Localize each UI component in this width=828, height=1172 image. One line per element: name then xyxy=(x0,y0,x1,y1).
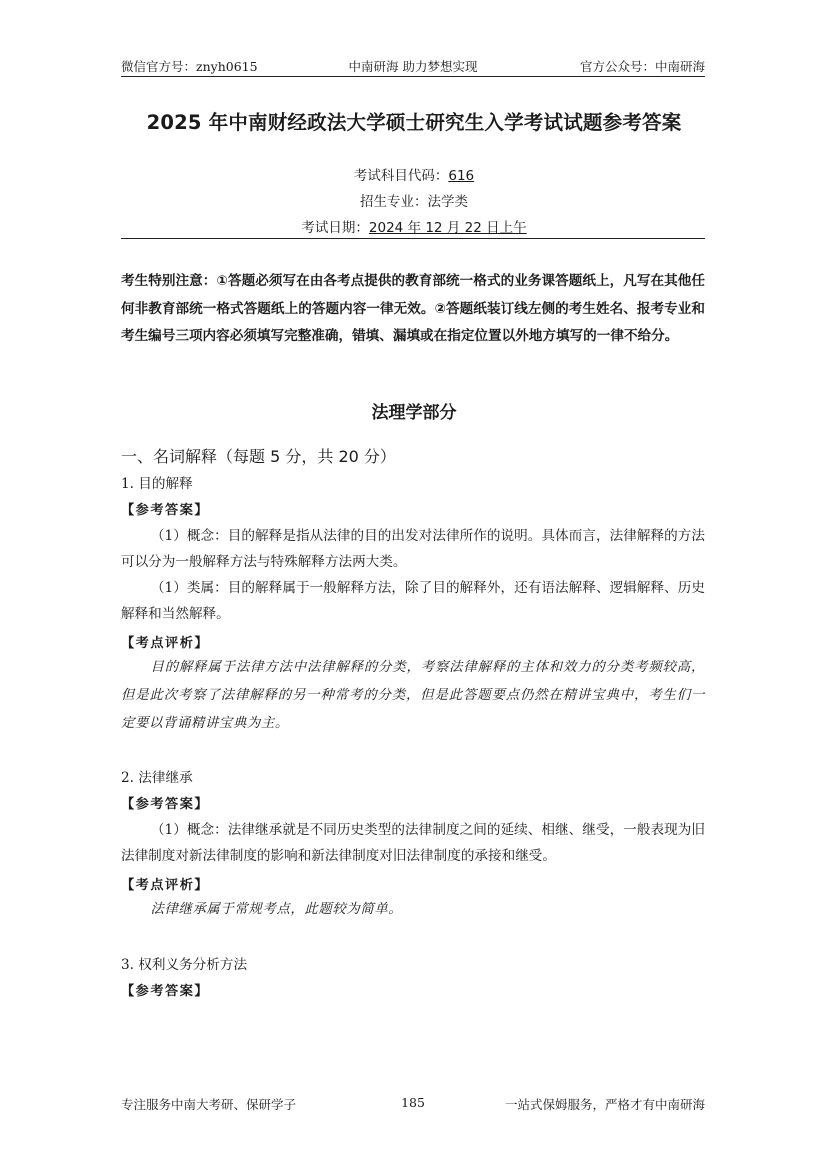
q2-answer-p1: （1）概念：法律继承就是不同历史类型的法律制度之间的延续、相继、继受，一般表现为旧法律制度对新法律制度的影响和新法律制度对旧法律制度的承接和继受。 xyxy=(121,822,705,864)
q1-answer-tag: 【参考答案】 xyxy=(121,503,210,518)
q1-comment: 目的解释属于法律方法中法律解释的分类，考察法律解释的主体和效力的分类考频较高，但是此次考察了法律解释的另一种常考的分类，但是此答题要点仍然在精讲宝典中，考生们一定要以背诵精讲宝典为主。 xyxy=(121,660,705,731)
footer-right: 一站式保姆服务，严格才有中南研海 xyxy=(504,1097,705,1112)
header-official-account: 官方公众号：中南研海 xyxy=(579,59,705,74)
exam-code-line xyxy=(0,164,828,184)
q3-answer-tag: 【参考答案】 xyxy=(121,984,210,999)
q1-comment-tag: 【考点评析】 xyxy=(121,636,210,651)
q2-comment: 法律继承属于常规考点，此题较为简单。 xyxy=(150,902,403,917)
q3-title: 3. 权利义务分析方法 xyxy=(121,957,248,973)
q1-title: 1. 目的解释 xyxy=(121,476,193,492)
header-slogan: 中南研海 助力梦想实现 xyxy=(348,59,478,74)
header-wechat-id: 微信官方号：znyh0615 xyxy=(121,59,258,74)
exam-code-label: 考试科目代码： xyxy=(353,168,449,184)
exam-notice: 考生特别注意：①答题必须写在由各考点提供的教育部统一格式的业务课答题纸上，凡写在其他任何非教育部统一格式答题纸上的答题内容一律无效。②答题纸装订线左侧的考生姓名、报考专业和考生编号三项内容必须填写完整准确，错填、漏填或在指定位置以外地方填写的一律不给分。 xyxy=(121,273,705,344)
q2-title: 2. 法律继承 xyxy=(121,770,193,786)
page-footer xyxy=(121,1095,705,1115)
q1-answer-p1: （1）概念：目的解释是指从法律的目的出发对法律所作的说明。具体而言，法律解释的方法可以分为一般解释方法与特殊解释方法两大类。 xyxy=(121,528,705,570)
major-value: 法学类 xyxy=(427,194,468,210)
page-number: 185 xyxy=(401,1095,425,1110)
page-header xyxy=(121,56,705,77)
meta-divider xyxy=(121,238,705,239)
exam-code-value: 616 xyxy=(448,168,475,184)
major-line xyxy=(0,190,828,210)
q2-comment-tag: 【考点评析】 xyxy=(121,878,210,893)
q1-answer-p2: （1）类属：目的解释属于一般解释方法，除了目的解释外，还有语法解释、逻辑解释、历史解释和当然解释。 xyxy=(121,580,705,622)
part1-heading: 一、名词解释（每题 5 分，共 20 分） xyxy=(121,447,396,466)
major-label: 招生专业： xyxy=(360,194,428,210)
exam-date-line xyxy=(0,216,828,236)
section-title: 法理学部分 xyxy=(371,403,457,423)
exam-date-label: 考试日期： xyxy=(301,220,369,236)
footer-left: 专注服务中南大考研、保研学子 xyxy=(121,1097,297,1112)
exam-date-value: 2024 年 12 月 22 日上午 xyxy=(368,220,527,236)
document-title: 2025 年中南财经政法大学硕士研究生入学考试试题参考答案 xyxy=(146,111,682,134)
q2-answer-tag: 【参考答案】 xyxy=(121,797,210,812)
